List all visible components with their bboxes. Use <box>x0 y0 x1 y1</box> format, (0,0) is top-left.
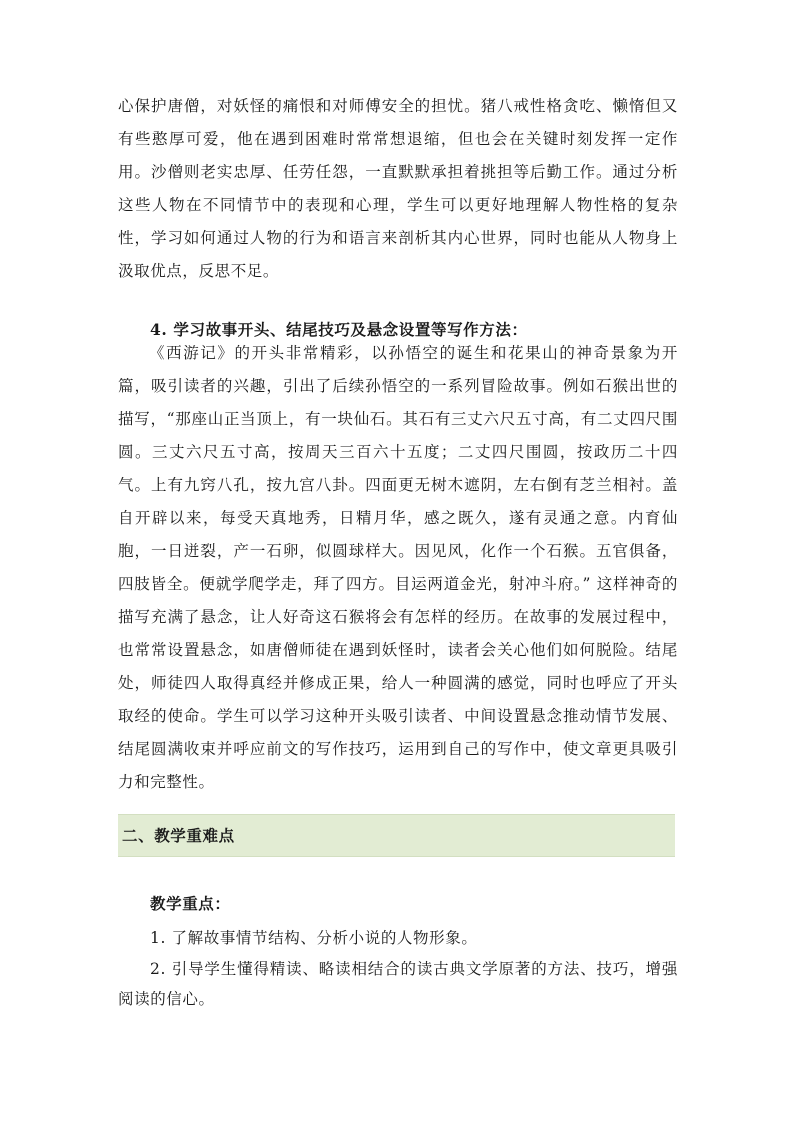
list-item: 2. 引导学生懂得精读、略读相结合的读古典文学原著的方法、技巧，增强阅读的信心。 <box>118 960 678 1008</box>
paragraph-character-analysis: 心保护唐僧，对妖怪的痛恨和对师傅安全的担忧。猪八戒性格贪吃、懒惰但又有些憨厚可爱，他在遇到困难时常常想退缩，但也会在关键时刻发挥一定作用。沙僧则老实忠厚、任劳任怨，一直默默承担着挑担等后勤工作。通过分析这些人物在不同情节中的表现和心理，学生可以更好地理解人物性格的复杂性，学习如何通过人物的行为和语言来剖析其内心世界，同时也能从人物身上汲取优点，反思不足。 <box>118 97 678 280</box>
subheading-writing-methods: 4. 学习故事开头、结尾技巧及悬念设置等写作方法： <box>150 320 528 339</box>
paragraph-opening-ending-techniques: 《西游记》的开头非常精彩，以孙悟空的诞生和花果山的神奇景象为开篇，吸引读者的兴趣，引出了后续孙悟空的一系列冒险故事。例如石猴出世的描写，“那座山正当顶上，有一块仙石。其石有三丈六尺五寸高，有二丈四尺围圆。三丈六尺五寸高，按周天三百六十五度；二丈四尺围圆，按政历二十四气。上有九窍八孔，按九宫八卦。四面更无树木遮阴，左右倒有芝兰相衬。盖自开辟以来，每受天真地秀，日精月华，感之既久，遂有灵通之意。内育仙胞，一日迸裂，产一石卵，似圆球样大。因见风，化作一个石猴。五官俱备，四肢皆全。便就学爬学走，拜了四方。目运两道金光，射冲斗府。” 这样神奇的描写充满了悬念，让人好奇这石猴将会有怎样的经历。在故事的发展过程中，也常常设置悬念，如唐僧师徒在遇到妖怪时，读者会关心他们如何脱险。结尾处，师徒四人取得真经并修成正果，给人一种圆满的感觉，同时也呼应了开头取经的使命。学生可以学习这种开头吸引读者、中间设置悬念推动情节发展、结尾圆满收束并呼应前文的写作技巧，运用到自己的写作中，使文章更具吸引力和完整性。 <box>118 344 678 791</box>
teaching-focus-title: 教学重点： <box>150 894 231 913</box>
section-header-bar <box>118 814 675 857</box>
section-title: 二、教学重难点 <box>122 826 235 845</box>
list-item: 1. 了解故事情节结构、分析小说的人物形象。 <box>150 929 478 947</box>
